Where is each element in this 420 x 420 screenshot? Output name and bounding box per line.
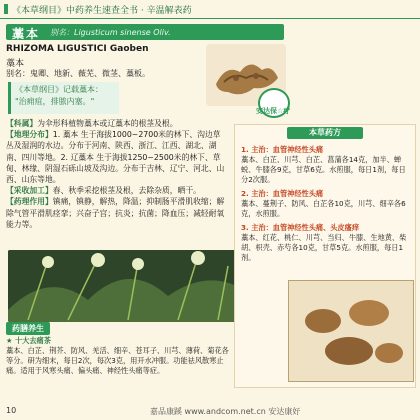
diet-tag: 药膳养生 — [6, 322, 50, 335]
entry-name: 藁本 — [12, 27, 41, 41]
prescription-text: 藁本、白芷、川芎、白芷、菖蒲各14克，加半、蝉蜕、牛膝各9克，甘草6克。水煎服，每日1剂，每日分2次服。 — [241, 155, 406, 184]
prescription-1 — [241, 145, 411, 185]
header-accent — [4, 4, 8, 14]
entry-name-alias: 别名：Ligusticum sinense Oliv. — [50, 28, 171, 37]
plant-photo — [8, 250, 244, 322]
medicinal-diet-box — [6, 322, 232, 404]
body-paragraph — [6, 129, 228, 185]
prescription-3 — [241, 223, 411, 263]
herb-closeup-photo — [288, 280, 414, 382]
header-rule — [0, 18, 420, 19]
sub-title: 藁本 — [6, 59, 25, 69]
para-label: 【科属】 — [6, 119, 38, 128]
latin-name: RHIZOMA LIGUSTICI Gaoben — [6, 44, 149, 54]
para-label: 【采收加工】 — [6, 186, 53, 196]
plant-illustration — [8, 250, 244, 322]
quote-line-2: "治痈疽，排脓内塞。" — [15, 97, 95, 106]
seal-badge — [256, 88, 292, 118]
prescription-2 — [241, 189, 411, 219]
body-paragraph — [6, 118, 228, 129]
para-text: 春、秋季采挖根茎及根，去除杂质，晒干。 — [52, 186, 201, 196]
entry-title-bar — [6, 24, 284, 40]
page-number: 10 — [6, 406, 17, 415]
diet-title: ★ 十大去痛茶 — [6, 336, 51, 345]
para-text: 镇痛，镇静，解热，降温；抑制肠平滑肌收缩；解除气管平滑肌痉挛；兴奋子宫；抗炎；抗菌；降血压；减轻耐氧能力等。 — [6, 197, 225, 229]
quote-line-1: 《本草纲目》记载藁本： — [15, 85, 103, 94]
seal-caption: 安达保☆疗 — [256, 107, 291, 115]
prescription-title: 3. 主治：血管神经性头痛、头皮瘙痒 — [241, 223, 360, 232]
body-paragraph — [6, 196, 228, 230]
prescription-head: 本草药方 — [287, 127, 363, 139]
para-text: 为伞形科植物藁本或辽藁本的根茎及根。 — [37, 119, 178, 128]
prescription-title: 1. 主治：血管神经性头痛 — [241, 145, 324, 154]
prescription-text: 藁本、红花、桃仁、川芎、当归、牛膝、生地黄、柴胡、枳壳、赤芍各10克，甘草5克。水煎服，每日1剂。 — [241, 233, 407, 262]
diet-body: 藁本、白芷、荆芥、防风、羌活、细辛、苍耳子、川芎、薄荷、菊花各等分。研为细末，每日2次，每次3克，用开水冲服。功能祛风散寒止痛。适用于风寒头痛、偏头痛、神经性头痛等症。 — [6, 346, 229, 375]
para-label: 【药理作用】 — [6, 197, 53, 207]
para-label: 【地理分布】 — [6, 130, 53, 140]
alias-line: 别名：鬼卿、地新、薇芜、微茎、藁板。 — [6, 69, 150, 78]
page-footer — [0, 404, 420, 420]
quote-box — [8, 82, 119, 114]
herb-slices-illustration — [289, 281, 413, 381]
running-header — [0, 0, 420, 22]
prescription-text: 藁本、蔓荆子、防风、白芷各10克，川芎、细辛各6克，水煎服。 — [241, 199, 406, 218]
footer-site: 嘉品康蹊 www.andcom.net.cn 安达康好 — [150, 407, 301, 416]
diet-text — [6, 336, 232, 376]
header-title: 《本草纲目》中药养生速查全书 · 辛温解表药 — [12, 6, 192, 16]
para-text: 1. 藁本 生于海拔1000~2700米的林下、沟边草丛及湿润的水边。分布于河南、陕西、浙江、江西、湖北、湖南、四川等地。2. 辽藁本 生于海拔1250~2500米的林下、草甸、林缘、阴湿石砾山坡及沟边。分布于吉林、辽宁、河北、山西、山东等地。 — [6, 130, 225, 185]
prescription-title: 2. 主治：血管神经性头痛 — [241, 189, 324, 198]
entry-body — [6, 118, 228, 230]
body-paragraph — [6, 185, 228, 196]
